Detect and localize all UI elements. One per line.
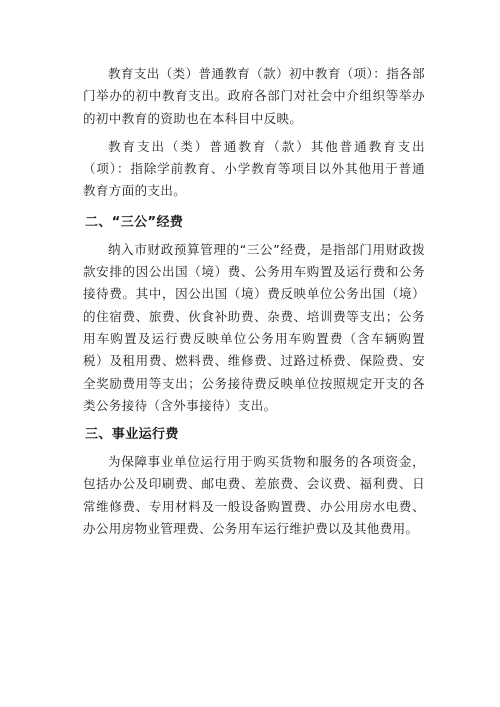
paragraph-operating-expenses: 为保障事业单位运行用于购买货物和服务的各项资金，包括办公及印刷费、邮电费、差旅费、会议费、福利费、日常维修费、专用材料及一般设备购置费、办公用房水电费、办公用房物业管理费、公务用车运行维护费以及其他费用。 xyxy=(83,454,425,537)
section-heading-operating-expenses: 三、事业运行费 xyxy=(85,427,179,443)
document-page xyxy=(83,63,425,540)
paragraph-other-general-education: 教育支出（类）普通教育（款）其他普通教育支出（项）：指除学前教育、小学教育等项目以外其他用于普通教育方面的支出。 xyxy=(83,138,425,199)
section-heading-three-public-expenses: 二、“三公”经费 xyxy=(85,214,184,230)
paragraph-three-public-expenses: 纳入市财政预算管理的“三公”经费，是指部门用财政拨款安排的因公出国（境）费、公务用车购置及运行费和公务接待费。其中，因公出国（境）费反映单位公务出国（境）的住宿费、旅费、伙食补助费、杂费、培训费等支出；公务用车购置及运行费反映单位公务用车购置费（含车辆购置税）及租用费、燃料费、维修费、过路过桥费、保险费、安全奖励费用等支出；公务接待费反映单位按照规定开支的各类公务接待（含外事接待）支出。 xyxy=(83,241,425,413)
paragraph-junior-middle-education: 教育支出（类）普通教育（款）初中教育（项）：指各部门举办的初中教育支出。政府各部门对社会中介组织等举办的初中教育的资助也在本科目中反映。 xyxy=(83,66,425,126)
